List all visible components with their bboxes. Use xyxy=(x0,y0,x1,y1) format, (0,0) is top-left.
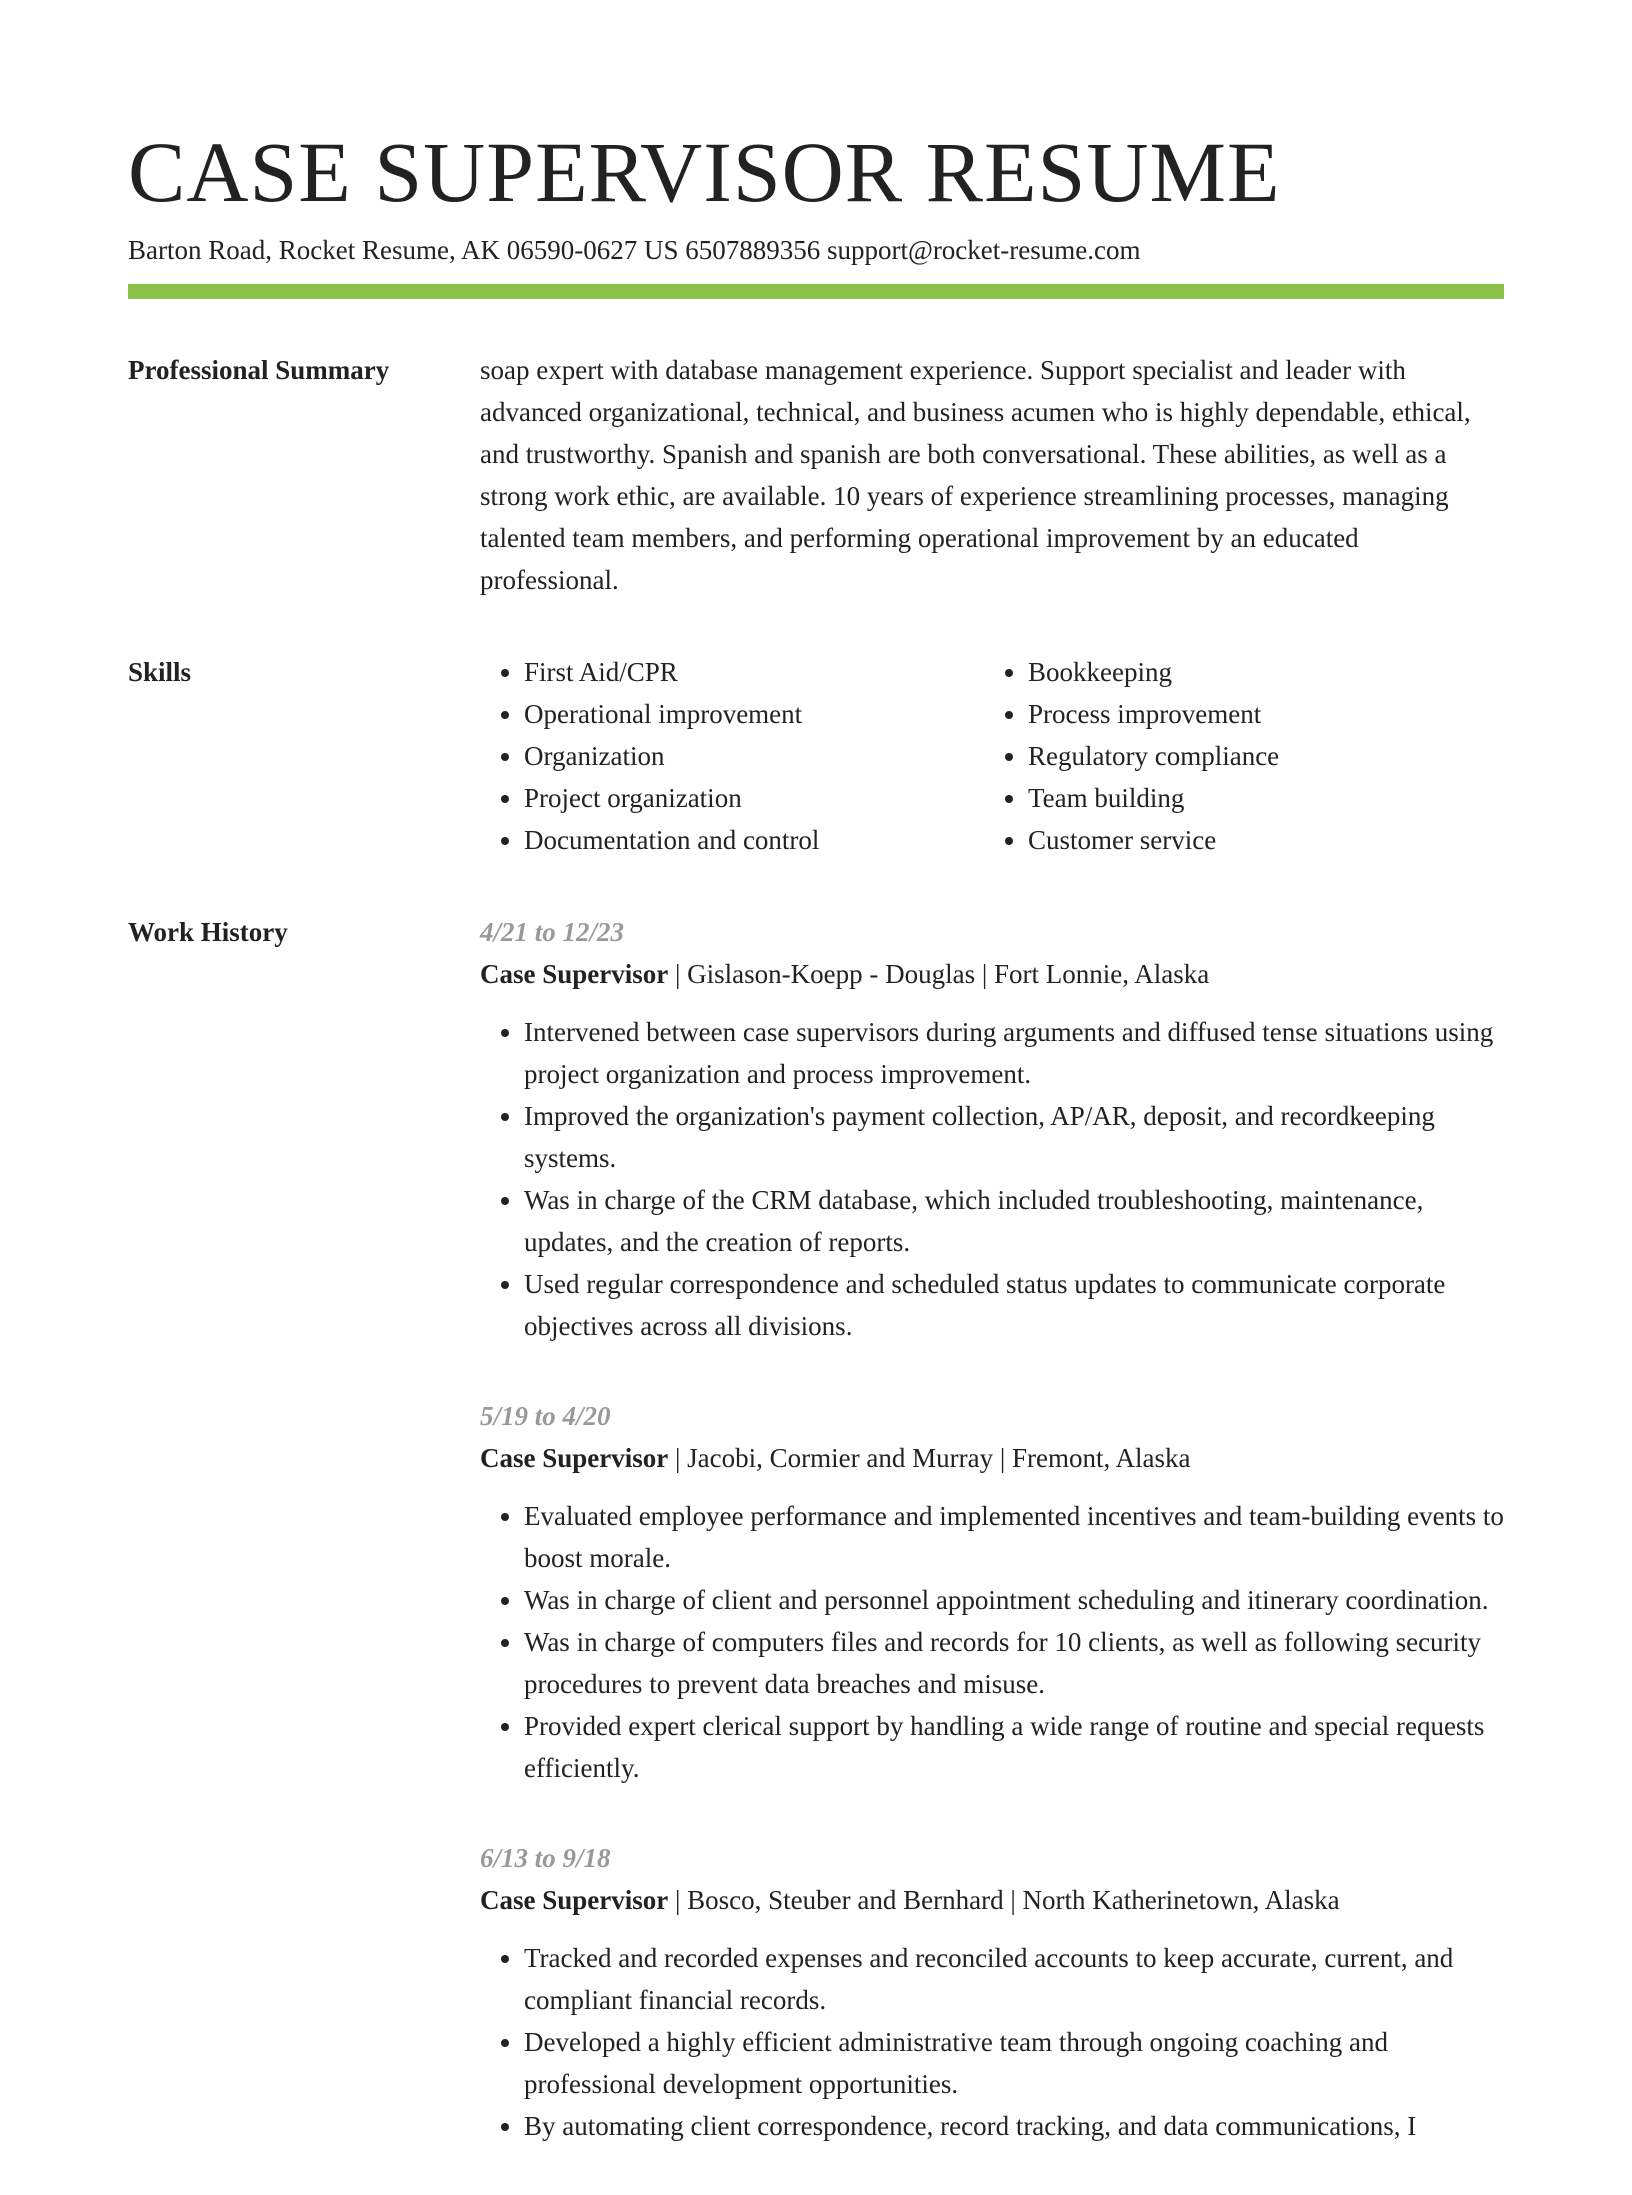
job-bullet: • Was in charge of client and personnel appointment scheduling and itinerary coordination. xyxy=(524,1579,1504,1621)
job-details: | Jacobi, Cormier and Murray | Fremont, Alaska xyxy=(668,1443,1191,1473)
resume-title: CASE SUPERVISOR RESUME xyxy=(128,124,1281,220)
skills-list-right xyxy=(984,651,1488,861)
job-entry xyxy=(480,911,1504,1347)
skill-item: • Regulatory compliance xyxy=(1028,735,1488,777)
job-bullet: • Provided expert clerical support by handling a wide range of routine and special requests efficiently. xyxy=(524,1705,1504,1789)
skill-item: • Project organization xyxy=(524,777,984,819)
job-bullet: • Tracked and recorded expenses and reconciled accounts to keep accurate, current, and compliant financial records. xyxy=(524,1937,1504,2021)
summary-section xyxy=(128,349,1504,601)
skills-label: Skills xyxy=(128,657,192,687)
job-bullets xyxy=(480,1937,1504,2147)
skill-item: • First Aid/CPR xyxy=(524,651,984,693)
job-bullet: • Intervened between case supervisors during arguments and diffused tense situations using project organization and process improvement. xyxy=(524,1011,1504,1095)
job-entry xyxy=(480,1395,1504,1789)
job-title: Case Supervisor xyxy=(480,1443,669,1473)
job-bullet: • Used regular correspondence and scheduled status updates to communicate corporate objectives across all divisions. xyxy=(524,1263,1504,1347)
job-dates: 4/21 to 12/23 xyxy=(480,917,625,947)
summary-label: Professional Summary xyxy=(128,355,390,385)
job-dates: 6/13 to 9/18 xyxy=(480,1843,611,1873)
skill-item: • Operational improvement xyxy=(524,693,984,735)
skill-item: • Team building xyxy=(1028,777,1488,819)
job-title: Case Supervisor xyxy=(480,1885,669,1915)
contact-line: Barton Road, Rocket Resume, AK 06590-0627 US 6507889356 support@rocket-resume.com xyxy=(128,235,1141,265)
skill-item: • Bookkeeping xyxy=(1028,651,1488,693)
job-bullet: • By automating client correspondence, record tracking, and data communications, I xyxy=(524,2105,1504,2147)
job-details: | Bosco, Steuber and Bernhard | North Katherinetown, Alaska xyxy=(668,1885,1340,1915)
job-title-line xyxy=(480,1437,1504,1479)
job-title-line xyxy=(480,953,1504,995)
skill-item: • Documentation and control xyxy=(524,819,984,861)
header-divider xyxy=(128,284,1504,299)
job-bullet: • Was in charge of the CRM database, which included troubleshooting, maintenance, updates, and the creation of reports. xyxy=(524,1179,1504,1263)
job-entry xyxy=(480,1837,1504,2147)
job-bullets xyxy=(480,1495,1504,1789)
summary-text: soap expert with database management experience. Support specialist and leader with advanced organizational, technical, and business acumen who is highly dependable, ethical, and trustworthy. Spanish and spanish are both conversational. These abilities, as well as a strong work ethic, are available. 10 years of experience streamlining processes, managing talented team members, and performing operational improvement by an educated professional. xyxy=(480,355,1471,595)
job-bullets xyxy=(480,1011,1504,1347)
job-title-line xyxy=(480,1879,1504,1921)
job-bullet: • Was in charge of computers files and records for 10 clients, as well as following security procedures to prevent data breaches and misuse. xyxy=(524,1621,1504,1705)
skills-list-left xyxy=(480,651,984,861)
job-dates: 5/19 to 4/20 xyxy=(480,1401,611,1431)
job-bullet: • Developed a highly efficient administrative team through ongoing coaching and professional development opportunities. xyxy=(524,2021,1504,2105)
job-bullet: • Improved the organization's payment collection, AP/AR, deposit, and recordkeeping systems. xyxy=(524,1095,1504,1179)
skill-item: • Organization xyxy=(524,735,984,777)
work-history-section xyxy=(128,911,1504,2195)
work-history-label: Work History xyxy=(128,917,288,947)
job-details: | Gislason-Koepp - Douglas | Fort Lonnie, Alaska xyxy=(668,959,1210,989)
job-bullet: • Evaluated employee performance and implemented incentives and team-building events to boost morale. xyxy=(524,1495,1504,1579)
resume-page xyxy=(128,0,1504,2195)
skill-item: • Process improvement xyxy=(1028,693,1488,735)
skill-item: • Customer service xyxy=(1028,819,1488,861)
job-title: Case Supervisor xyxy=(480,959,669,989)
skills-section xyxy=(128,651,1504,861)
